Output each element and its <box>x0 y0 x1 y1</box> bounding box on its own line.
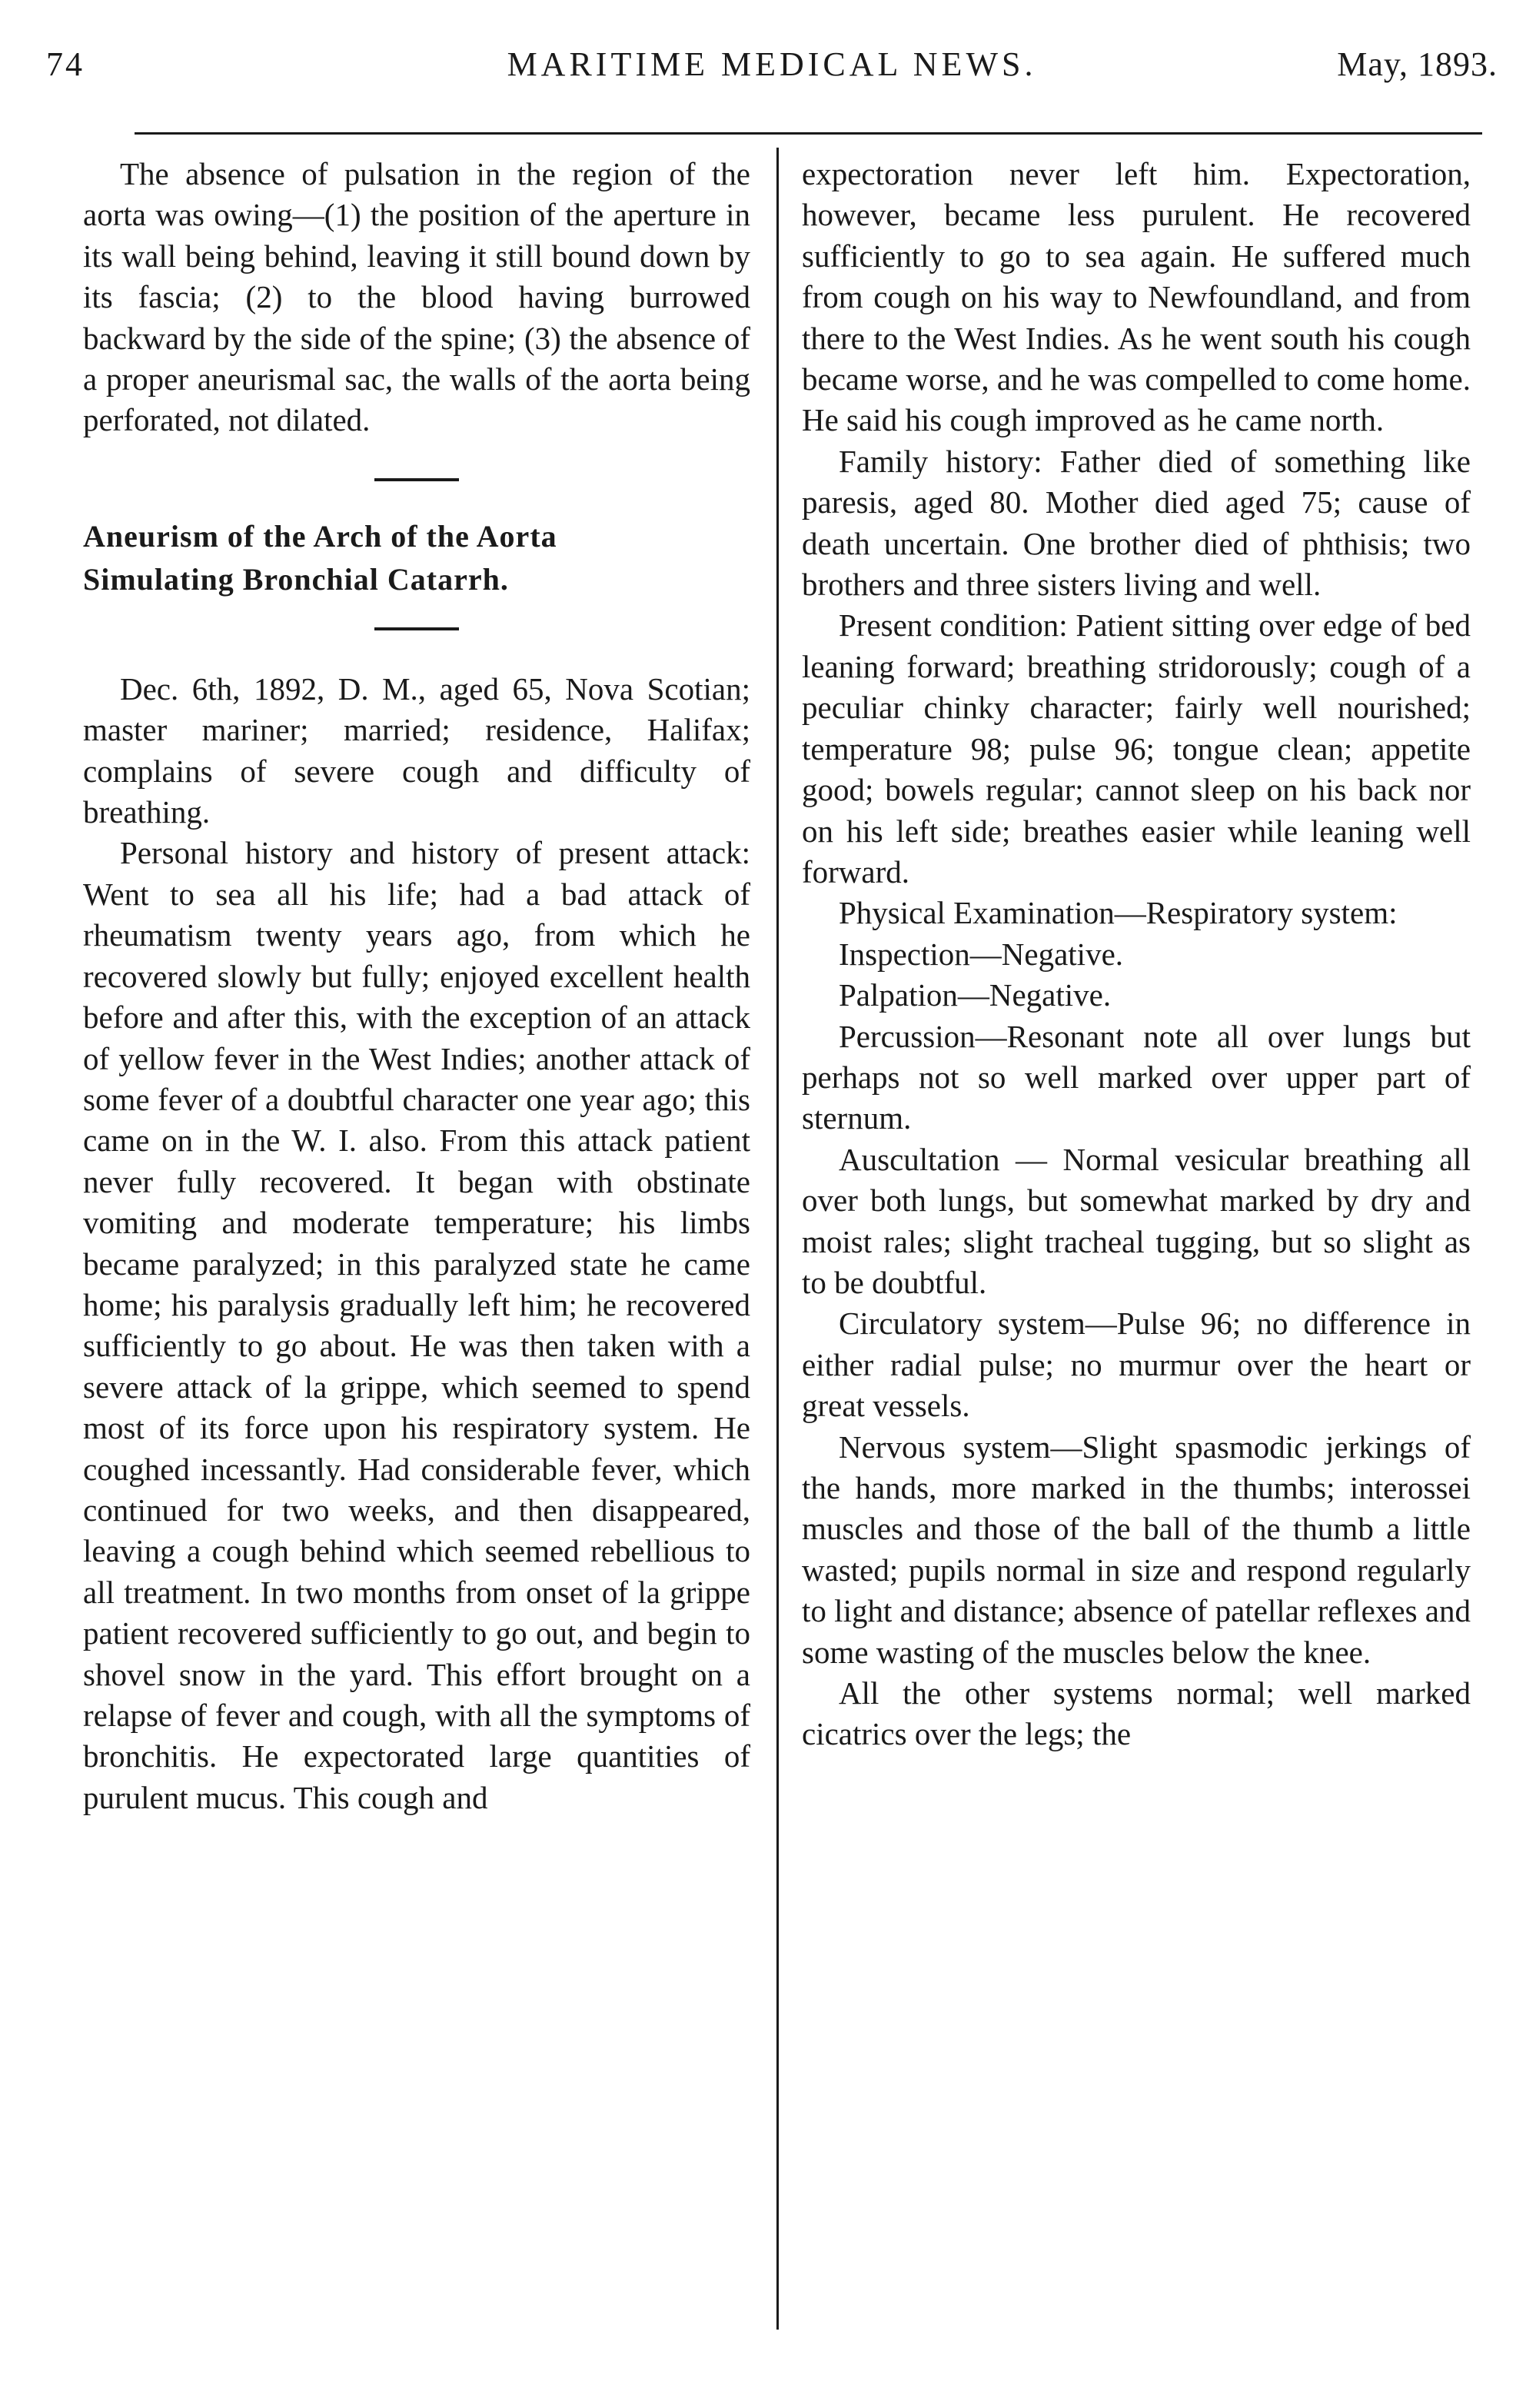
title-separator <box>374 627 459 630</box>
family-history-paragraph: Family history: Father died of something like paresis, aged 80. Mother died aged 75; cause of death uncertain. One brother died of phthisis; two brothers and three sisters living and well. <box>802 443 1471 603</box>
running-header <box>46 45 1498 100</box>
article-title-line-2: Simulating Bronchial Catarrh. <box>83 561 509 597</box>
article-title-line-1: Aneurism of the Arch of the Aorta <box>83 518 557 554</box>
right-column <box>802 154 1471 1755</box>
percussion-paragraph: Percussion—Resonant note all over lungs but perhaps not so well marked over upper part of sternum. <box>802 1018 1471 1136</box>
issue-date: May, 1893. <box>1337 45 1498 83</box>
nervous-paragraph: Nervous system—Slight spasmodic jerkings of the hands, more marked in the thumbs; interossei muscles and those of the ball of the thumb a little wasted; pupils normal in size and respond regularly to light and distance; absence of patellar reflexes and some wasting of the muscles below the knee. <box>802 1429 1471 1670</box>
left-column <box>83 154 750 1818</box>
page-number: 74 <box>46 45 85 83</box>
column-divider <box>776 148 779 2330</box>
physical-exam-paragraph: Physical Examination—Respiratory system: <box>839 895 1398 931</box>
circulatory-paragraph: Circulatory system—Pulse 96; no difference in either radial pulse; no murmur over the heart or great vessels. <box>802 1305 1471 1424</box>
present-condition-paragraph: Present condition: Patient sitting over edge of bed leaning forward; breathing stridorously; cough of a peculiar chinky character; fairly well nourished; temperature 98; pulse 96; tongue clean; appetite good; bowels regular; cannot sleep on his back nor on his left side; breathes easier while leaning well forward. <box>802 607 1471 890</box>
history-paragraph: Personal history and history of present attack: Went to sea all his life; had a bad attack of rheumatism twenty years ago, from which he recovered slowly but fully; enjoyed excellent health before and after this, with the exception of an attack of yellow fever in the West Indies; another attack of some fever of a doubtful character one year ago; this came on in the W. I. also. From this attack patient never fully recovered. It began with obstinate vomiting and moderate temperature; his limbs became paralyzed; in this paralyzed state he came home; his paralysis gradually left him; he recovered sufficiently to go about. He was then taken with a severe attack of la grippe, which seemed to spend most of its force upon his respiratory system. He coughed incessantly. Had considerable fever, which continued for two weeks, and then disappeared, leaving a cough behind which seemed rebellious to all treatment. In two months from onset of la grippe patient recovered sufficiently to go out, and begin to shovel snow in the yard. This effort brought on a relapse of fever and cough, with all the symptoms of bronchitis. He expectorated large quantities of purulent mucus. This cough and <box>83 835 750 1815</box>
inspection-paragraph: Inspection—Negative. <box>839 936 1124 972</box>
palpation-paragraph: Palpation—Negative. <box>839 977 1112 1013</box>
case-paragraph: Dec. 6th, 1892, D. M., aged 65, Nova Scotian; master mariner; married; residence, Halifax; complains of severe cough and difficulty of breathing. <box>83 670 750 830</box>
other-systems-paragraph: All the other systems normal; well marked cicatrics over the legs; the <box>802 1675 1471 1752</box>
section-separator <box>374 478 459 481</box>
continued-paragraph: expectoration never left him. Expectoration, however, became less purulent. He recovered sufficiently to go to sea again. He suffered much from cough on his way to Newfoundland, and from there to the West Indies. As he went south his cough became worse, and he was compelled to come home. He said his cough improved as he came north. <box>802 156 1471 438</box>
header-rule <box>135 132 1482 135</box>
intro-paragraph: The absence of pulsation in the region of the aorta was owing—(1) the position of the aperture in its wall being behind, leaving it still bound down by its fascia; (2) to the blood having burrowed backward by the side of the spine; (3) the absence of a proper aneurismal sac, the walls of the aorta being perforated, not dilated. <box>83 156 750 438</box>
auscultation-paragraph: Auscultation — Normal vesicular breathing all over both lungs, but somewhat marked by dry and moist rales; slight tracheal tugging, but so slight as to be doubtful. <box>802 1141 1471 1300</box>
journal-title: MARITIME MEDICAL NEWS. <box>507 45 1037 83</box>
